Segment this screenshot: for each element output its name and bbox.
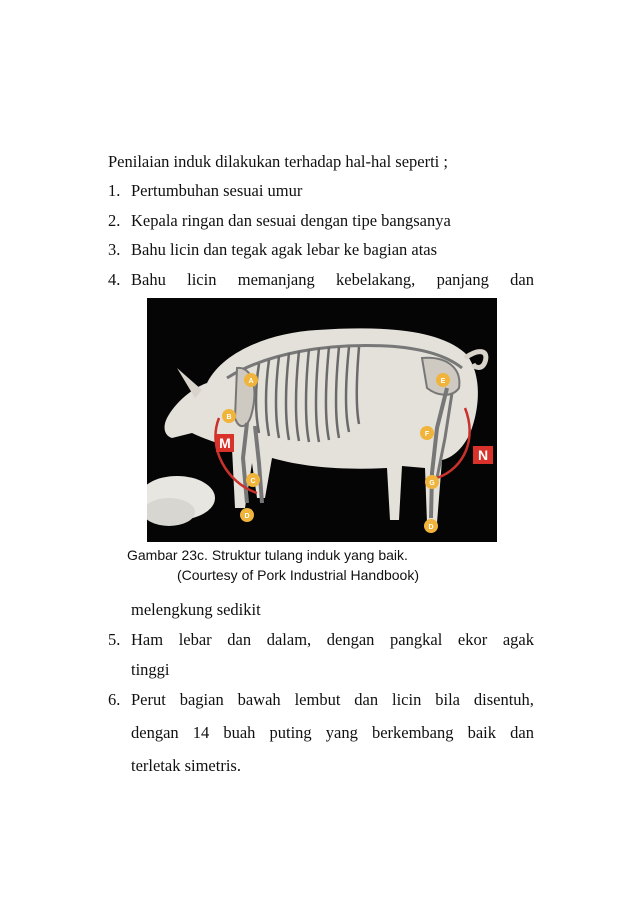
- word: dengan: [326, 630, 375, 649]
- word: puting: [269, 723, 312, 742]
- word: bagian: [179, 690, 224, 709]
- word: agak: [502, 630, 534, 649]
- word: bila: [435, 690, 460, 709]
- list-item-continuation: tinggi: [131, 660, 170, 679]
- word: baik: [467, 723, 497, 742]
- list-number: 4.: [108, 270, 121, 289]
- list-item-continuation: terletak simetris.: [131, 756, 241, 775]
- marker-d-front-label: D: [244, 513, 250, 520]
- list-number: 3.: [108, 240, 121, 259]
- marker-a-label: A: [248, 378, 254, 385]
- list-number: 2.: [108, 211, 121, 230]
- word: panjang: [436, 270, 489, 289]
- word: buah: [223, 723, 256, 742]
- list-item-continuation: melengkung sedikit: [131, 600, 261, 619]
- word: licin: [187, 270, 217, 289]
- word: kebelakang,: [336, 270, 416, 289]
- marker-e-label: E: [440, 378, 446, 385]
- word: dalam,: [266, 630, 312, 649]
- pig-skeleton-figure: [147, 298, 497, 542]
- list-item-text: Pertumbuhan sesuai umur: [131, 181, 303, 200]
- pig-skeleton-illustration: [147, 298, 497, 542]
- word: dan: [510, 270, 534, 289]
- marker-g-label: G: [429, 480, 435, 487]
- figure-caption-line2: (Courtesy of Pork Industrial Handbook): [177, 567, 419, 583]
- word: disentuh,: [473, 690, 534, 709]
- word: dan: [354, 690, 379, 709]
- intro-text: Penilaian induk dilakukan terhadap hal-hal seperti ;: [108, 152, 448, 171]
- word: memanjang: [237, 270, 315, 289]
- list-number: 5.: [108, 630, 121, 649]
- list-item-justified-line: [131, 723, 534, 743]
- list-item-justified-line: [131, 270, 534, 290]
- marker-c-label: C: [250, 478, 256, 485]
- word: lembut: [294, 690, 341, 709]
- list-item-justified-line: [131, 630, 534, 650]
- word: dan: [227, 630, 252, 649]
- list-number: 6.: [108, 690, 121, 709]
- list-item-text: Kepala ringan dan sesuai dengan tipe bangsanya: [131, 211, 451, 230]
- word: pangkal: [390, 630, 443, 649]
- word: Bahu: [131, 270, 166, 289]
- word: Ham: [131, 630, 164, 649]
- word: 14: [192, 723, 210, 742]
- word: Perut: [131, 690, 166, 709]
- marker-f-label: F: [424, 431, 430, 438]
- word: lebar: [178, 630, 212, 649]
- figure-caption-line1: Gambar 23c. Struktur tulang induk yang baik.: [127, 547, 408, 563]
- list-item-text: Bahu licin dan tegak agak lebar ke bagian atas: [131, 240, 438, 259]
- word: dengan: [131, 723, 179, 742]
- list-item-justified-line: [131, 690, 534, 710]
- word: yang: [325, 723, 358, 742]
- label-n: N: [477, 447, 489, 463]
- list-number: 1.: [108, 181, 121, 200]
- word: ekor: [457, 630, 488, 649]
- marker-d-hind-label: D: [428, 524, 434, 531]
- marker-b-label: B: [226, 414, 232, 421]
- label-m: M: [219, 435, 231, 451]
- word: dan: [510, 723, 534, 742]
- word: berkembang: [371, 723, 454, 742]
- word: bawah: [237, 690, 281, 709]
- word: licin: [392, 690, 422, 709]
